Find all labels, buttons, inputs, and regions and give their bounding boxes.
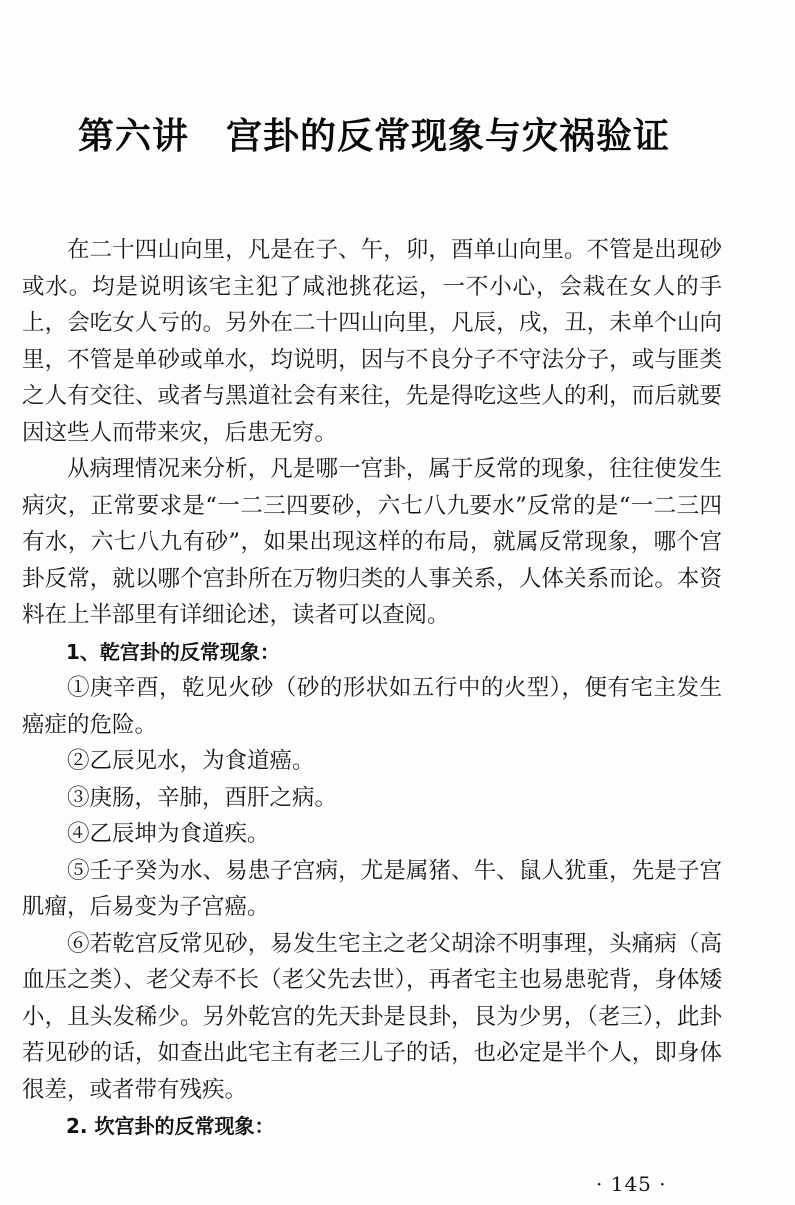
- paragraph: 在二十四山向里，凡是在子、午，卯，酉单山向里。不管是出现砂或水。均是说明该宅主犯了咸池挑花运，一不小心，会栽在女人的手上，会吃女人亏的。另外在二十四山向里，凡辰，戌，丑，未单个山向里，不管是单砂或单水，均说明，因与不良分子不守法分子，或与匪类之人有交往、或者与黑道社会有来往，先是得吃这些人的利，而后就要因这些人而带来灾，后患无穷。: [22, 237, 722, 446]
- section-heading-qian: 1、乾宫卦的反常现象：: [66, 639, 280, 664]
- list-item: ⑥若乾宫反常见砂，易发生宅主之老父胡涂不明事理，头痛病（高血压之类）、老父寿不长（老父先去世），再者宅主也易患驼背，身体矮小，且头发稀少。另外乾宫的先天卦是艮卦，艮为少男，（老三），此卦若见砂的话，如查出此宅主有老三儿子的话，也必定是半个人，即身体很差，或者带有残疾。: [22, 930, 722, 1103]
- section-heading-kan: 2. 坎宫卦的反常现象：: [66, 1114, 275, 1138]
- body-text: [22, 232, 722, 1145]
- chapter-title: 第六讲 宫卦的反常现象与灾祸验证: [78, 116, 671, 157]
- list-item: ①庚辛酉，乾见火砂（砂的形状如五行中的火型），便有宅主发生癌症的危险。: [22, 675, 722, 738]
- list-item: ②乙辰见水，为食道癌。: [67, 748, 315, 774]
- page-number: · 145 ·: [596, 1172, 667, 1196]
- list-item: ⑤壬子癸为水、易患子宫病，尤是属猪、牛、鼠人犹重，先是子宫肌瘤，后易变为子宫癌。: [22, 857, 722, 920]
- list-item: ④乙辰坤为食道疾。: [67, 821, 270, 847]
- paragraph: 从病理情况来分析，凡是哪一宫卦，属于反常的现象，往往使发生病灾，正常要求是“一二三四要砂，六七八九要水”反常的是“一二三四有水，六七八九有砂”，如果出现这样的布局，就属反常现象，哪个宫卦反常，就以哪个宫卦所在万物归类的人事关系，人体关系而论。本资料在上半部里有详细论述，读者可以查阅。: [22, 456, 722, 628]
- list-item: ③庚肠，辛肺，酉肝之病。: [67, 784, 338, 811]
